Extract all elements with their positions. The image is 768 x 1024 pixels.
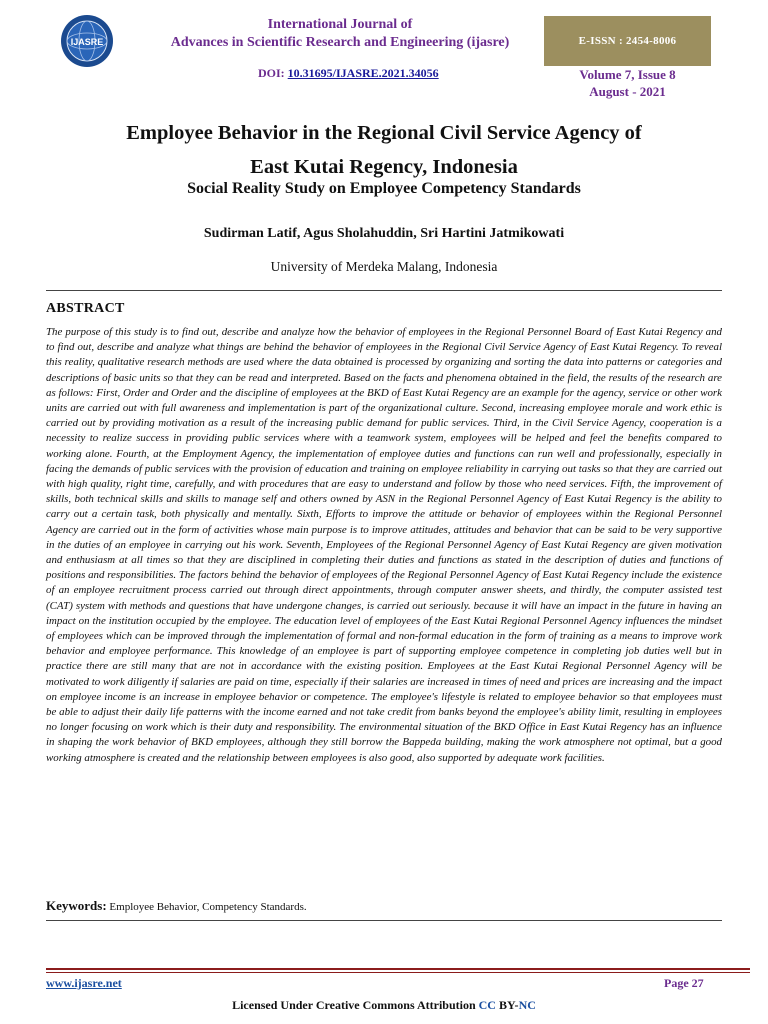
divider-top	[46, 290, 722, 291]
paper-authors: Sudirman Latif, Agus Sholahuddin, Sri Hartini Jatmikowati	[203, 226, 565, 241]
volume-block	[544, 66, 711, 100]
license-by: BY-	[495, 998, 519, 1012]
paper-affiliation: University of Merdeka Malang, Indonesia	[270, 259, 498, 274]
keywords-value: Employee Behavior, Competency Standards.	[109, 901, 307, 913]
journal-title-line1: International Journal of	[267, 17, 413, 32]
license-prefix: Licensed Under Creative Commons Attribution	[232, 998, 479, 1012]
footer-rule-thin	[46, 972, 750, 973]
issn-badge	[544, 16, 711, 66]
abstract-text: The purpose of this study is to find out, describe and analyze how the behavior of employees in the Regional Personnel Board of East Kutai Regency and to find out, describe and analyze what things are behind the behavior of employees in the Regional Civil Service Agency of East Kutai Regency. To reveal this reality, qualitative research methods are used where the data obtained is processed by organizing and sorting the data into patterns or categories and descriptions of basic units so that they can be read and interpreted. Based on the facts and phenomena obtained in the field, the results of the research are as follows: First, Order and Order and the discipline of employees at the BKD of East Kutai Regency are an example for the agency, service or other work units are carried out with full awareness and implementation is part of the organizational culture. Second, increasing employee morale and work ethic is carried out by providing motivation as a result of the increasing public demand for public services. Third, in the Civil Service Agency, cooperation is a necessity to realize success in providing public services where with a teamwork system, employees will be helped and feel the benefits compared to working alone. Fourth, at the Employment Agency, the implementation of employee duties and functions can run well and professionally, especially in facing the demands of public services with the provision of education and training on employee reliability in carrying out tasks so that they are carried out with high quality, right time, carefully, and with procedures that are easy to understand and follow by those who need services. Fifth, the improvement of skills, both technical skills and skills to manage self and others owned by ASN in the Regional Personnel Agency of East Kutai Regency is the ability to carry out a certain task, both physically and mentally. Sixth, Efforts to improve the attitude or behavior of employees within the Regional Personnel Agency are carried out in the form of activities whose main purpose is to improve attitudes, attitudes and behavior that can be said to be very supportive in the duties of an employee in carrying out his work. Seventh, Employees of the Regional Personnel Agency of East Kutai Regency are given motivation and enthusiasm at all times so that they are disciplined in completing their duties and functions as stated in the description of duties and functions of positions and responsibilities. The factors behind the behavior of employees of the Regional Personnel Agency of East Kutai Regency include the existence of an employee recruitment process carried out through direct appointments, through computer answer sheets, and thirdly, the computer assisted test (CAT) system with methods and questions that have undergone changes, is carried out seriously. because it will have an impact in the future in having an impact on the institution occupied by the employee. The education level of employees of the East Kutai Regional Personnel Agency influences the mindset of employees which can be improved through the implementation of formal and non-formal education in the form of training as a means to improve work behavior and employee performance. This knowledge of an employee is part of supporting employee competence in completing job duties well but in practice there are still many that are not in accordance with the existing position. Employees at the East Kutai Regional Personnel Agency will be motivated to work diligently if salaries are paid on time, especially if their salaries are increased in times of need and prices are increasing and the impact on employee income is an increase in employee behavior or competence. The employee's lifestyle is related to employee behavior so that employees must be able to adjust their daily life patterns with the income earned and not take credit from banks beyond the employee's ability limit, resulting in employees no longer focusing on work which is their duty and responsibility. The environmental situation of the BKD Office in East Kutai Regency has an influence in shaping the work behavior of BKD employees, although they still borrow the Bappeda building, making the work atmosphere not optimal, but a good working atmosphere is created and the relationship between employees is also good, also supported by adequate work facilities.	[46, 326, 722, 764]
paper-subtitle: Social Reality Study on Employee Competency Standards	[187, 180, 581, 197]
issn-text: E-ISSN : 2454-8006	[578, 35, 677, 47]
paper-title	[46, 116, 722, 184]
volume-issue: Volume 7, Issue 8	[579, 67, 676, 82]
keywords-line	[46, 898, 307, 914]
doi-line	[258, 66, 439, 81]
logo-text: IJASRE	[70, 37, 104, 47]
footer-rule-thick	[46, 968, 750, 970]
doi-link[interactable]: 10.31695/IJASRE.2021.34056	[287, 66, 439, 80]
doi-label: DOI:	[258, 66, 285, 80]
page-number: Page 27	[664, 976, 704, 990]
abstract-heading: ABSTRACT	[46, 301, 125, 316]
ijasre-logo	[60, 14, 114, 68]
issue-date: August - 2021	[589, 84, 666, 99]
keywords-label: Keywords:	[46, 898, 107, 913]
license-line	[0, 998, 768, 1013]
license-cc: CC	[478, 998, 496, 1012]
website-link[interactable]: www.ijasre.net	[46, 976, 122, 990]
journal-title-line2: Advances in Scientific Research and Engineering (ijasre)	[170, 35, 510, 50]
paper-title-line2: East Kutai Regency, Indonesia	[250, 156, 518, 178]
divider-bottom	[46, 920, 722, 921]
license-nc: NC	[518, 998, 536, 1012]
paper-title-line1: Employee Behavior in the Regional Civil Service Agency of	[126, 122, 642, 144]
journal-title	[140, 16, 540, 52]
